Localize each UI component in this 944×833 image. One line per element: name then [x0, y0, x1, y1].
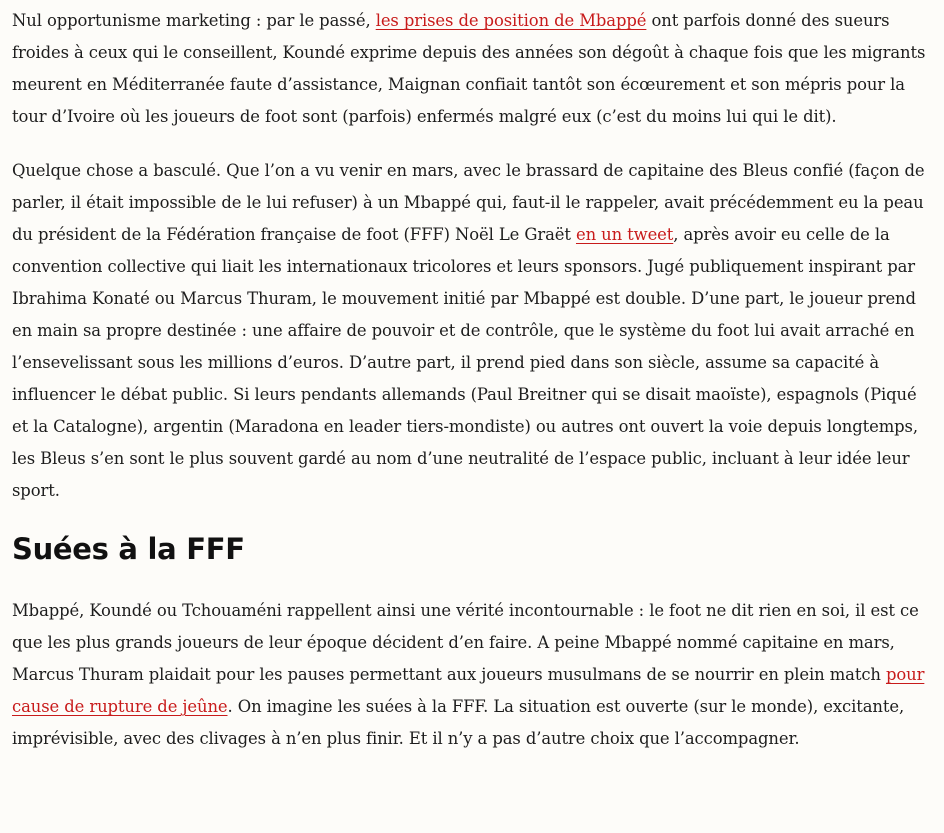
paragraph-2: [12, 155, 930, 507]
paragraph-1-text-end: ont parfois donné des sueurs froides à ceux qui le conseillent, Koundé exprime depuis des années son dégoût à chaque fois que les migrants meurent en Méditerranée faute d’assistance, Maignan confiait tantôt son écœurement et son mépris pour la tour d’Ivoire où les joueurs de foot sont (parfois) enfermés malgré eux (c’est du moins lui qui le dit).: [12, 11, 926, 126]
article-body: [12, 5, 930, 777]
link-rupture-de-jeune[interactable]: pour cause de rupture de jeûne: [12, 665, 925, 716]
section-heading: Suées à la FFF: [12, 532, 245, 566]
paragraph-2-text-end: , après avoir eu celle de la convention collective qui liait les internationaux tricolores et leurs sponsors. Jugé publiquement inspirant par Ibrahima Konaté ou Marcus Thuram, le mouvement initié par Mbappé est double. D’une part, le joueur prend en main sa propre destinée : une affaire de pouvoir et de contrôle, que le système du foot lui avait arraché en l’ensevelissant sous les millions d’euros. D’autre part, il prend pied dans son siècle, assume sa capacité à influencer le débat public. Si leurs pendants allemands (Paul Breitner qui se disait maoïste), espagnols (Piqué et la Catalogne), argentin (Maradona en leader tiers-mondiste) ou autres ont ouvert la voie depuis longtemps, les Bleus s’en sont le plus souvent gardé au nom d’une neutralité de l’espace public, incluant à leur idée leur sport.: [12, 225, 918, 500]
link-en-un-tweet[interactable]: en un tweet: [575, 225, 674, 244]
paragraph-3-text-end: . On imagine les suées à la FFF. La situation est ouverte (sur le monde), excitante, imprévisible, avec des clivages à n’en plus finir. Et il n’y a pas d’autre choix que l’accompagner.: [12, 697, 905, 748]
paragraph-2-text-start: Quelque chose a basculé. Que l’on a vu venir en mars, avec le brassard de capitaine des Bleus confié (façon de parler, il était impossible de le lui refuser) à un Mbappé qui, faut-il le rappeler, avait précédemment eu la peau du président de la Fédération française de foot (FFF) Noël Le Graët: [12, 161, 925, 244]
paragraph-1: [12, 5, 930, 133]
paragraph-1-text-start: Nul opportunisme marketing : par le passé,: [12, 11, 376, 30]
link-prises-de-position[interactable]: les prises de position de Mbappé: [375, 11, 647, 30]
paragraph-3: [12, 595, 930, 755]
paragraph-3-text-start: Mbappé, Koundé ou Tchouaméni rappellent ainsi une vérité incontournable : le foot ne dit rien en soi, il est ce que les plus grands joueurs de leur époque décident d’en faire. A peine Mbappé nommé capitaine en mars, Marcus Thuram plaidait pour les pauses permettant aux joueurs musulmans de se nourrir en plein match: [12, 601, 919, 684]
